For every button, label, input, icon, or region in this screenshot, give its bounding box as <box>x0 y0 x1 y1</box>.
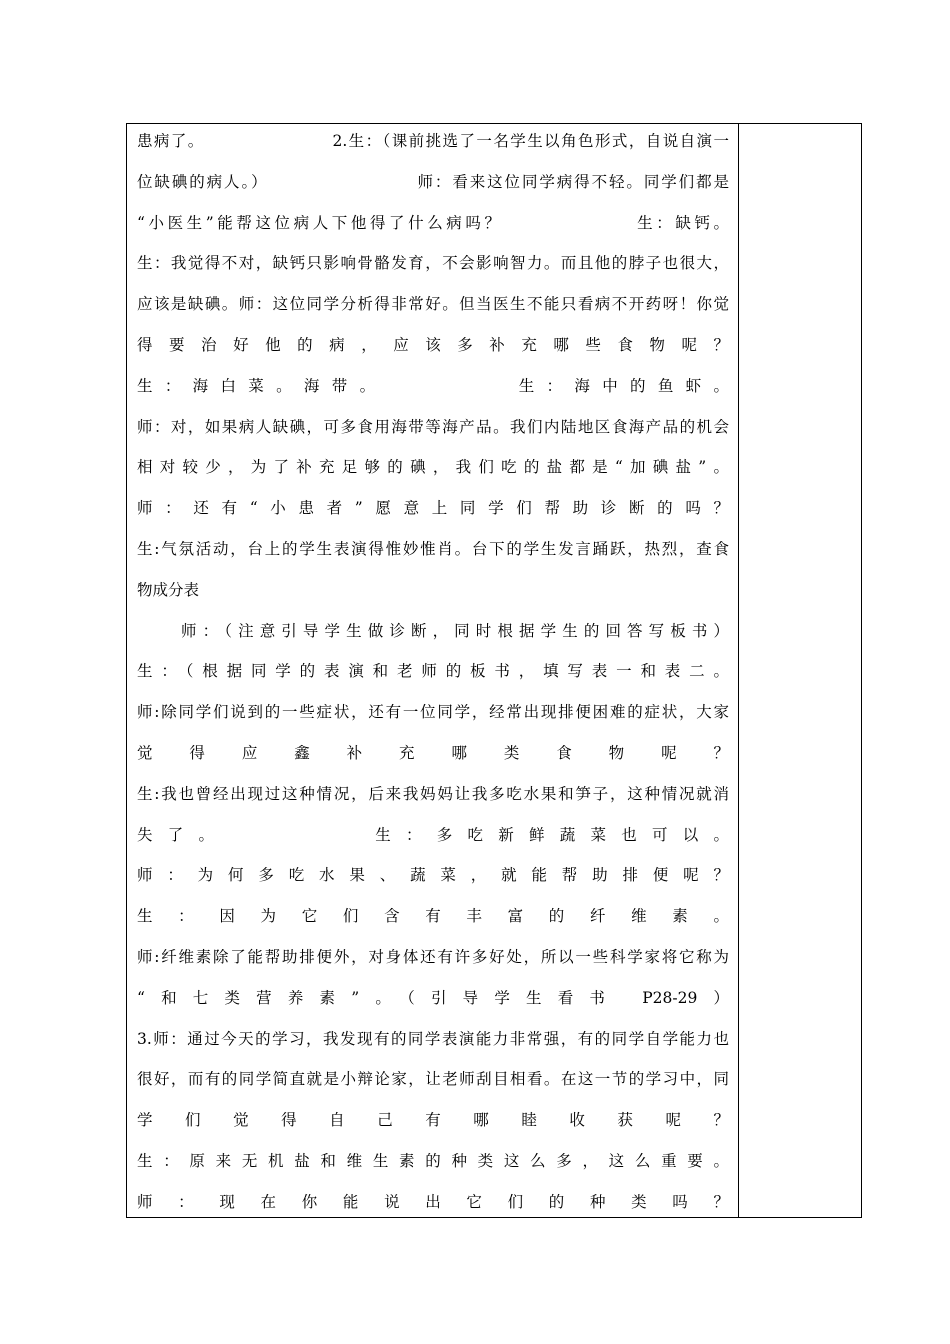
text-line: 师:纤维素除了能帮助排便外，对身体还有许多好处，所以一些科学家将它称为 <box>137 948 729 966</box>
text-line: 生：因为它们含有丰富的纤维素。 <box>137 907 729 926</box>
text-line: 很好，而有的同学简直就是小辩论家，让老师刮目相看。在这一节的学习中，同 <box>137 1070 729 1089</box>
text-line: 生：（根据同学的表演和老师的板书，填写表一和表二。 <box>137 662 729 681</box>
text-line: “和七类营养素”。（引导学生看书 P28-29） <box>137 988 729 1007</box>
text-line: 物成分表 <box>137 580 200 599</box>
text-line: 师：为何多吃水果、蔬菜，就能帮助排便呢？ <box>137 866 729 885</box>
text-line: 师：现在你能说出它们的种类吗？ <box>137 1192 729 1211</box>
text-line: 生：海白菜。海带。 生：海中的鱼虾。 <box>137 376 729 395</box>
text-line: 得要治好他的病，应该多补充哪些食物呢？ <box>137 336 729 354</box>
text-line: 师：对，如果病人缺碘，可多食用海带等海产品。我们内陆地区食海产品的机会 <box>137 417 729 436</box>
text-line: 师：（注意引导学生做诊断，同时根据学生的回答写板书） <box>181 621 729 640</box>
text-line: 生：原来无机盐和维生素的种类这么多，这么重要。 <box>137 1152 729 1170</box>
text-line: 学们觉得自己有哪睦收获呢？ <box>137 1111 729 1130</box>
document-table <box>126 123 862 1218</box>
text-line: 生:我也曾经出现过这种情况，后来我妈妈让我多吃水果和笋子，这种情况就消 <box>137 784 729 803</box>
text-line: 生：我觉得不对，缺钙只影响骨骼发育，不会影响智力。而且他的脖子也很大， <box>137 254 729 273</box>
text-line: 位缺碘的病人。） 师：看来这位同学病得不轻。同学们都是 <box>137 172 729 191</box>
main-content-cell <box>127 124 739 1217</box>
text-line: 生:气氛活动，台上的学生表演得惟妙惟肖。台下的学生发言踊跃，热烈，查食 <box>137 540 729 558</box>
text-line: 觉得应鑫补充哪类食物呢？ <box>137 744 729 762</box>
text-line: 应该是缺碘。师：这位同学分析得非常好。但当医生不能只看病不开药呀！你觉 <box>137 295 729 314</box>
side-notes-cell <box>739 124 861 1217</box>
text-line: 相对较少，为了补充足够的碘，我们吃的盐都是“加碘盐”。 <box>137 458 729 477</box>
text-line: 师:除同学们说到的一些症状，还有一位同学，经常出现排便困难的症状，大家 <box>137 703 729 722</box>
text-line: 失了。 生：多吃新鲜蔬菜也可以。 <box>137 825 729 844</box>
text-line: 师：还有“小患者”愿意上同学们帮助诊断的吗？ <box>137 499 729 518</box>
text-line: 3.师：通过今天的学习，我发现有的同学表演能力非常强，有的同学自学能力也 <box>137 1029 729 1048</box>
text-line: “小医生”能帮这位病人下他得了什么病吗？ 生：缺钙。 <box>137 213 729 232</box>
text-line: 患病了。 2.生：（课前挑选了一名学生以角色形式，自说自演一 <box>137 132 729 150</box>
